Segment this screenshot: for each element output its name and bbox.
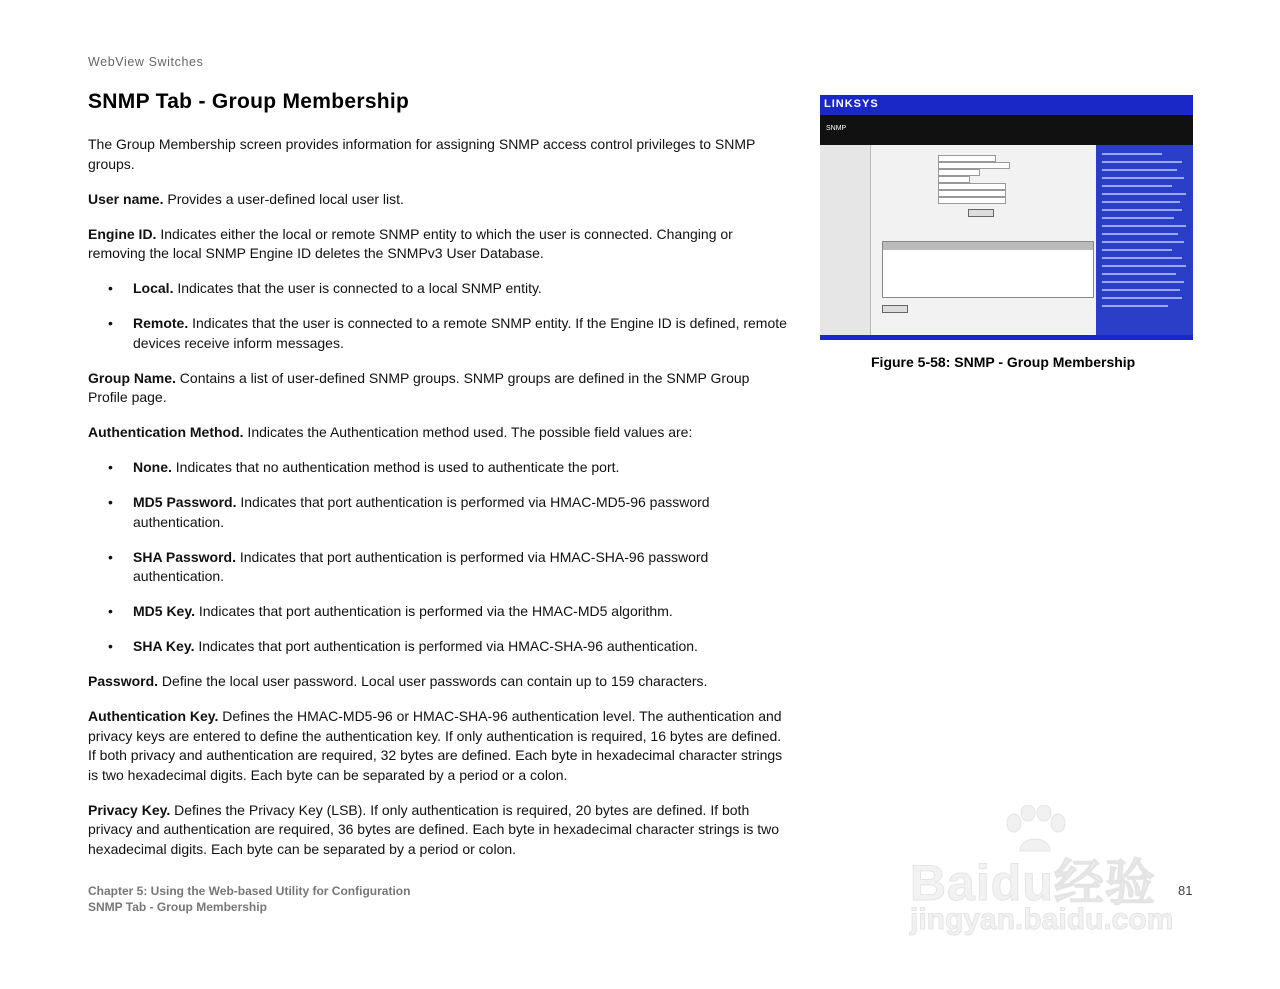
figure-left-panel: [820, 145, 871, 335]
bullet-marker: •: [108, 494, 113, 510]
definition: Indicates the Authentication method used. The possible field values are:: [243, 424, 693, 440]
bullet-item-none: [88, 458, 788, 478]
figure-help-line: [1102, 185, 1172, 187]
figure-field: [938, 183, 1006, 190]
term: Remote.: [133, 315, 189, 331]
item-auth-method: [88, 423, 788, 443]
screenshot-figure: [820, 95, 1193, 340]
figure-field: [938, 162, 1010, 169]
figure-help-line: [1102, 257, 1182, 259]
term: Engine ID.: [88, 225, 157, 242]
definition: Indicates that no authentication method is used to authenticate the port.: [171, 459, 620, 475]
figure-help-line: [1102, 273, 1176, 275]
running-header: WebView Switches: [88, 55, 204, 69]
figure-snmp-tab: SNMP: [826, 125, 847, 132]
figure-caption: Figure 5-58: SNMP - Group Membership: [871, 354, 1136, 370]
item-engine-id: [88, 225, 788, 264]
bullet-marker: •: [108, 548, 113, 565]
figure-form: [872, 151, 1092, 331]
figure-field: [938, 169, 980, 176]
bullet-marker: •: [108, 603, 113, 619]
figure-help-line: [1102, 201, 1180, 203]
figure-help-line: [1102, 217, 1174, 219]
figure-field: [938, 176, 970, 183]
bullet-item-md5-password: [88, 493, 788, 532]
bullet-item-sha-key: [88, 637, 788, 657]
term: SHA Key.: [133, 638, 195, 654]
item-user-name: [88, 190, 788, 210]
definition: Define the local user password. Local user passwords can contain up to 159 characters.: [158, 673, 708, 689]
term: User name.: [88, 190, 164, 207]
linksys-logo: LINKSYS: [824, 98, 879, 110]
figure-add-button: [968, 209, 994, 217]
figure-help-line: [1102, 249, 1172, 251]
figure-help-line: [1102, 153, 1162, 155]
definition: Indicates that port authentication is performed via HMAC-SHA-96 password authentication.: [133, 548, 709, 584]
figure-help-line: [1102, 297, 1182, 299]
term: MD5 Key.: [133, 603, 195, 619]
definition: Indicates that the user is connected to a remote SNMP entity. If the Engine ID is defined, remote devices receive inform messages.: [133, 315, 787, 351]
footer-chapter: Chapter 5: Using the Web-based Utility for Configuration: [88, 884, 411, 898]
figure-help-line: [1102, 241, 1184, 243]
bullet-item-local: [88, 279, 788, 299]
footer-section: SNMP Tab - Group Membership: [88, 900, 267, 914]
item-password: [88, 672, 788, 692]
page-footer: [88, 883, 410, 915]
bullet-item-sha-password: [88, 548, 788, 587]
figure-help-line: [1102, 289, 1180, 291]
figure-help-line: [1102, 161, 1182, 163]
page-number: 81: [1178, 883, 1193, 898]
item-auth-key: [88, 707, 788, 785]
item-privacy-key: [88, 801, 788, 860]
term: Group Name.: [88, 369, 176, 386]
watermark-url: jingyan.baidu.com: [910, 903, 1174, 936]
term: Password.: [88, 673, 159, 689]
figure-field: [938, 190, 1006, 197]
bullet-item-md5-key: [88, 602, 788, 622]
item-group-name: [88, 369, 788, 408]
definition: Contains a list of user-defined SNMP groups. SNMP groups are defined in the SNMP Group Profile page.: [88, 369, 750, 405]
figure-help-panel: [1096, 145, 1193, 335]
bullet-marker: •: [108, 638, 113, 654]
definition: Indicates that port authentication is performed via HMAC-MD5-96 password authentication.: [133, 494, 710, 530]
definition: Defines the HMAC-MD5-96 or HMAC-SHA-96 authentication level. The authentication and privacy keys are entered to define the authentication key. If only authentication is required, 16 bytes are defined. If both privacy and authentication are required, 32 bytes are defined. Each byte in hexadecimal character strings is two hexadecimal digits. Each byte can be separated by a period or a colon.: [88, 708, 783, 783]
term: Privacy Key.: [88, 801, 171, 818]
figure-help-line: [1102, 281, 1184, 283]
term: Local.: [133, 280, 174, 296]
page-title: SNMP Tab - Group Membership: [88, 90, 410, 113]
definition: Indicates that port authentication is performed via HMAC-SHA-96 authentication.: [194, 638, 698, 654]
term: None.: [133, 459, 172, 475]
figure-field: [938, 197, 1006, 204]
figure-navbar: [820, 115, 1193, 145]
figure-help-line: [1102, 177, 1184, 179]
term: Authentication Method.: [88, 424, 244, 440]
bullet-marker: •: [108, 315, 113, 331]
figure-remove-button: [882, 305, 908, 313]
figure-user-table: [882, 241, 1094, 298]
bullet-marker: •: [108, 280, 113, 296]
figure-table-header: [883, 242, 1093, 250]
body-text: [88, 135, 788, 875]
definition: Defines the Privacy Key (LSB). If only authentication is required, 20 bytes are defined. If both privacy and authentication are required, 36 bytes are defined. Each byte in hexadecimal character strings is two hexadecimal digits. Each byte can be separated by a period or colon.: [88, 801, 780, 857]
definition: Indicates either the local or remote SNMP entity to which the user is connected. Changing or removing the local SNMP Engine ID deletes the SNMPv3 User Database.: [88, 225, 733, 261]
bullet-marker: •: [108, 459, 113, 475]
intro-paragraph: The Group Membership screen provides information for assigning SNMP access control privileges to SNMP groups.: [88, 136, 756, 172]
figure-help-line: [1102, 169, 1177, 171]
figure-help-line: [1102, 305, 1168, 307]
term: Authentication Key.: [88, 708, 219, 724]
watermark-brand: Baidu经验: [910, 855, 1156, 911]
baidu-watermark: [905, 805, 1215, 950]
definition: Indicates that port authentication is performed via the HMAC-MD5 algorithm.: [194, 603, 673, 619]
term: MD5 Password.: [133, 494, 237, 510]
figure-content-area: [820, 145, 1193, 335]
definition: Indicates that the user is connected to a local SNMP entity.: [173, 280, 542, 296]
figure-help-line: [1102, 209, 1182, 211]
figure-help-line: [1102, 225, 1186, 227]
bullet-item-remote: [88, 314, 788, 353]
term: SHA Password.: [133, 548, 236, 565]
figure-field: [938, 155, 996, 162]
figure-help-line: [1102, 193, 1186, 195]
figure-help-line: [1102, 265, 1186, 267]
definition: Provides a user-defined local user list.: [163, 190, 404, 207]
figure-footer-bar: [820, 335, 1193, 340]
figure-help-line: [1102, 233, 1178, 235]
